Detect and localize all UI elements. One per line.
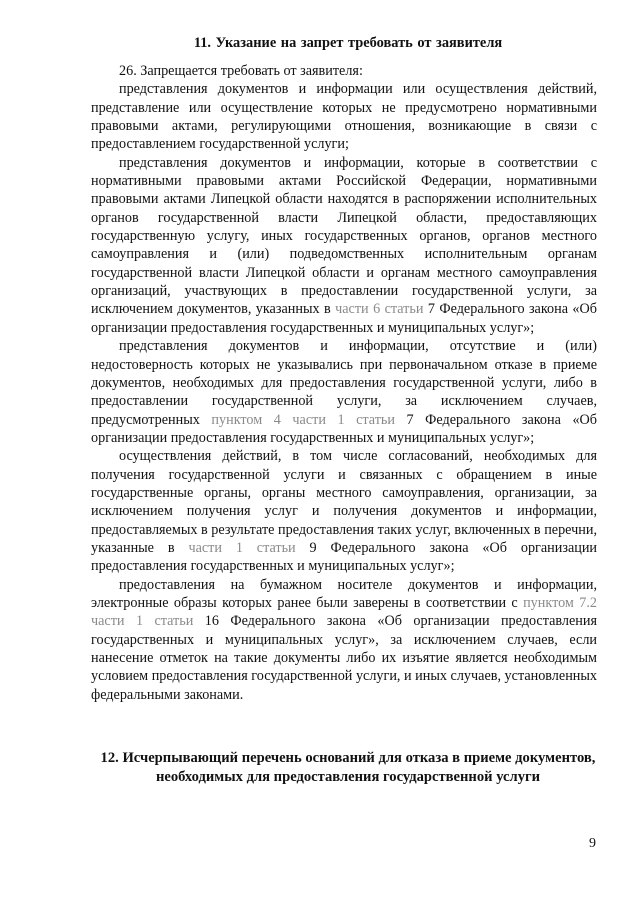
item-2-text: представления документов и информации, которые в соответствии с нормативными правовыми актами Российской Федерации, нормативными правовыми актами Липецкой области находятся в распоряжении исполнительных органов государственной власти Липецкой области, предоставляющих государственную услугу, иных государственных органов, органов местного самоуправления и (или) подведомственных исполнительным органам государственной власти Липецкой области и органам местного самоуправления организаций, участвующих в предоставлении государственной услуги, за исключением документов, указанных в [91,154,597,318]
prohibition-item-5 [91,576,597,704]
paragraph-26-lead: 26. Запрещается требовать от заявителя: [119,63,363,79]
item-4-law-reference-link[interactable]: части 1 статьи [188,539,296,556]
item-2-text-end: 7 Федерального закона «Об организации предоставления государственных и муниципальных услуг»; [91,301,597,336]
item-3-text: представления документов и информации, отсутствие и (или) недостоверность которых не указывались при первоначальном отказе в приеме документов, необходимых для предоставления государственной услуги, либо в предоставлении государственной услуги, за исключением случаев, предусмотренных [91,338,597,428]
item-4-text-end: 9 Федерального закона «Об организации предоставления государственных и муниципальных услуг»; [91,539,598,575]
item-5-law-reference-link[interactable]: пунктом 7.2 части 1 статьи [91,594,597,630]
page-number: 9 [589,836,596,851]
item-3-law-reference-link[interactable]: пунктом 4 части 1 статьи [211,411,395,428]
item-5-text: предоставления на бумажном носителе документов и информации, электронные образы которых ранее были заверены в соответствии с [91,576,597,611]
prohibition-item-4 [91,447,597,575]
section-11-heading: 11. Указание на запрет требовать от заявителя [193,35,503,51]
prohibition-item-2 [91,154,597,337]
prohibition-item-3 [91,337,597,447]
section-12-heading: 12. Исчерпывающий перечень оснований для отказа в приеме документов, необходимых для предоставления государственной услуги [100,750,596,785]
item-5-text-end: 16 Федерального закона «Об организации предоставления государственных и муниципальных услуг», за исключением случаев, если нанесение отметок на такие документы либо их изъятие является необходимым условием предоставления государственной услуги, и иных случаев, установленных федеральными законами. [91,613,597,703]
item-2-law-reference-link[interactable]: части 6 статьи [335,301,424,318]
prohibition-item-1: представления документов и информации или осуществления действий, представление или осуществление которых не предусмотрено нормативными правовыми актами, регулирующими отношения, возникающие в связи с предоставлением государственной услуги; [91,81,597,153]
item-3-text-end: 7 Федерального закона «Об организации предоставления государственных и муниципальных услуг»; [91,411,597,446]
section-11-body [91,62,597,704]
item-4-text: осуществления действий, в том числе согласований, необходимых для получения государственной услуги и связанных с обращением в иные государственные органы, органы местного самоуправления, организации, за исключением получения услуг и получения документов и информации, предоставляемых в результате предоставления таких услуг, включенных в перечни, указанные в [91,448,597,556]
